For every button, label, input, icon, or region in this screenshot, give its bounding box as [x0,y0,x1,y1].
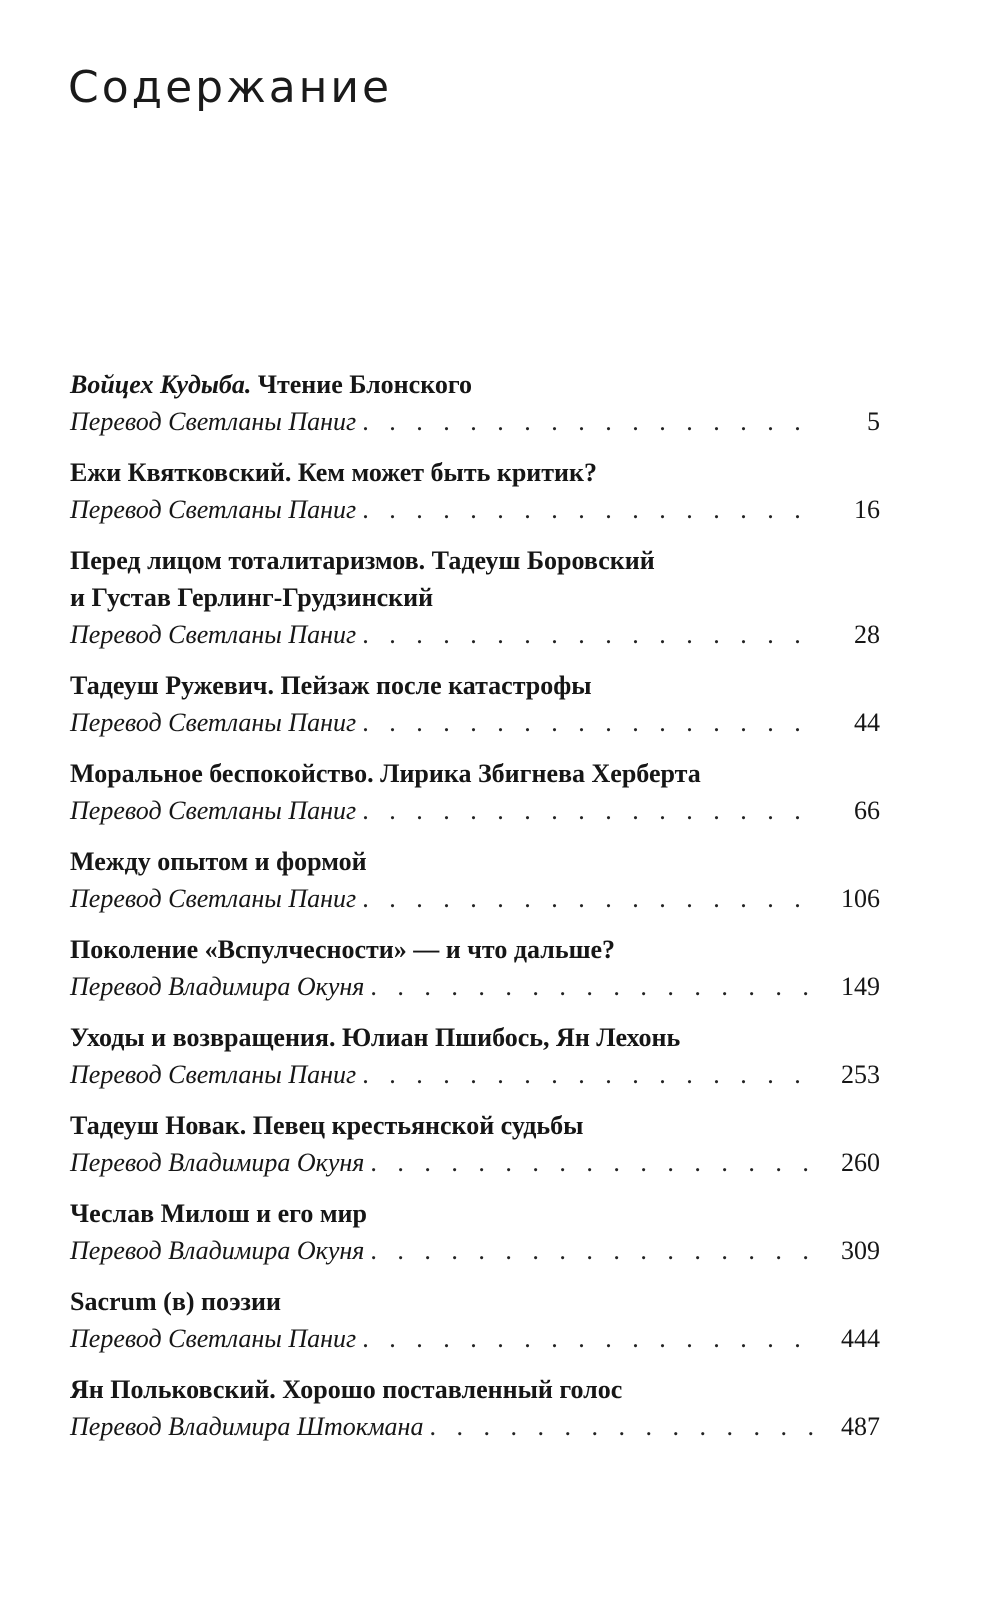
toc-entry [70,1283,880,1358]
toc-entry [70,1019,880,1094]
entry-title: Моральное беспокойство. Лирика Збигнева Херберта [70,759,701,788]
dot-leader [362,616,816,654]
toc-entry [70,454,880,529]
toc-entry [70,542,880,654]
entry-translation-line [70,1232,880,1270]
entry-translation-line [70,491,880,529]
entry-page-number: 260 [841,1148,880,1177]
entry-translator: Перевод Светланы Паниг [70,495,357,524]
entry-title: Чеслав Милош и его мир [70,1199,367,1228]
entry-translator: Перевод Светланы Паниг [70,708,357,737]
entry-title-text: Чтение Блонского [251,370,473,399]
entry-title: Ян Польковский. Хорошо поставленный голос [70,1375,623,1404]
entry-translator: Перевод Светланы Паниг [70,620,357,649]
entry-page-number: 253 [841,1060,880,1089]
dot-leader [370,1232,816,1270]
entry-translator: Перевод Светланы Паниг [70,1060,357,1089]
entry-page-number: 487 [841,1412,880,1441]
entry-title: Перед лицом тоталитаризмов. Тадеуш Боровский [70,546,655,575]
entry-translator: Перевод Светланы Паниг [70,407,357,436]
dot-leader [362,403,816,441]
toc-entry [70,1107,880,1182]
entry-translation-line [70,1320,880,1358]
dot-leader [362,880,816,918]
dot-leader [362,1056,816,1094]
entry-translator: Перевод Владимира Окуня [70,972,365,1001]
dot-leader [370,1144,816,1182]
entry-page-number: 106 [841,884,880,913]
entry-translator: Перевод Светланы Паниг [70,1324,357,1353]
entry-translator: Перевод Владимира Штокмана [70,1412,424,1441]
entry-page-number: 44 [854,708,880,737]
toc-entry [70,931,880,1006]
toc-entry [70,843,880,918]
entry-translator: Перевод Владимира Окуня [70,1148,365,1177]
entry-page-number: 16 [854,495,880,524]
entry-translator: Перевод Светланы Паниг [70,796,357,825]
toc-entry [70,1371,880,1446]
entry-translation-line [70,616,880,654]
entry-title: Sacrum (в) поэзии [70,1287,281,1316]
entry-author: Войцех Кудыба. [70,370,252,399]
entry-translation-line [70,403,880,441]
page-title: Содержание [68,62,393,113]
dot-leader [429,1408,816,1446]
entry-page-number: 309 [841,1236,880,1265]
entry-page-number: 5 [867,407,880,436]
entry-translation-line [70,1408,880,1446]
entry-title: Тадеуш Новак. Певец крестьянской судьбы [70,1111,584,1140]
entry-title: Тадеуш Ружевич. Пейзаж после катастрофы [70,671,592,700]
dot-leader [370,968,816,1006]
toc-entry [70,755,880,830]
entry-title [70,366,880,403]
toc-entry [70,667,880,742]
entry-title-continued: и Густав Герлинг-Грудзинский [70,583,434,612]
entry-translator: Перевод Владимира Окуня [70,1236,365,1265]
entry-page-number: 66 [854,796,880,825]
entry-translation-line [70,968,880,1006]
entry-translation-line [70,1056,880,1094]
table-of-contents [70,366,880,1459]
dot-leader [362,1320,816,1358]
dot-leader [362,792,816,830]
entry-translation-line [70,1144,880,1182]
entry-title: Ежи Квятковский. Кем может быть критик? [70,458,598,487]
entry-page-number: 28 [854,620,880,649]
entry-page-number: 149 [841,972,880,1001]
entry-title: Между опытом и формой [70,847,367,876]
entry-translation-line [70,792,880,830]
entry-translation-line [70,880,880,918]
entry-title: Уходы и возвращения. Юлиан Пшибось, Ян Лехонь [70,1023,681,1052]
entry-title: Поколение «Вспулчесности» — и что дальше? [70,935,616,964]
dot-leader [362,704,816,742]
entry-page-number: 444 [841,1324,880,1353]
toc-entry [70,366,880,441]
entry-translator: Перевод Светланы Паниг [70,884,357,913]
toc-entry [70,1195,880,1270]
entry-translation-line [70,704,880,742]
dot-leader [362,491,816,529]
